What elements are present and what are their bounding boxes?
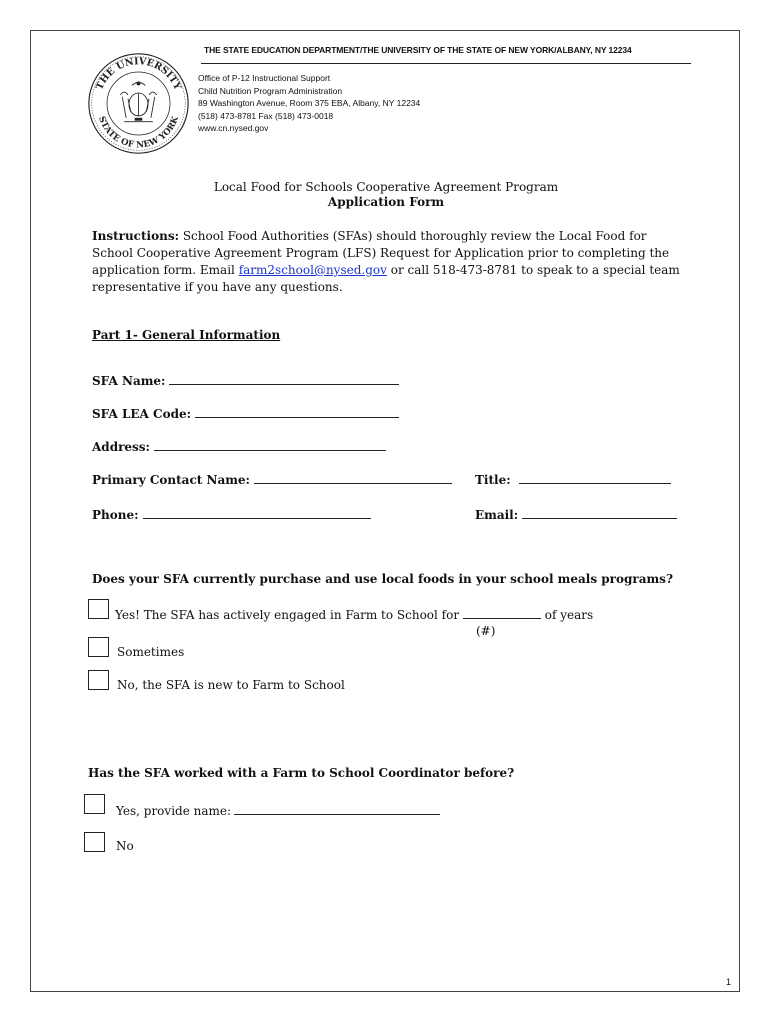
checkbox-coordinator-no[interactable]	[84, 832, 105, 852]
office-line: Child Nutrition Program Administration	[198, 85, 343, 96]
instructions-text-end: or call 518-473-8781 to speak to a special team representative if you have any questions.	[92, 263, 680, 294]
option-coordinator-no: No	[116, 839, 134, 853]
form-title: Application Form	[327, 195, 445, 209]
option-sometimes: Sometimes	[117, 645, 185, 659]
years-hint: (#)	[476, 624, 496, 638]
instructions-paragraph	[92, 228, 687, 296]
office-line: (518) 473-8781 Fax (518) 473-0018	[198, 110, 334, 121]
option-yes-farm-to-school	[115, 607, 593, 622]
sfa-name-label: SFA Name:	[92, 374, 166, 388]
sfa-lea-code-field[interactable]	[92, 406, 399, 421]
sfa-name-field[interactable]	[92, 373, 399, 388]
address-line[interactable]	[154, 439, 386, 451]
option-yes-suffix: of years	[544, 608, 594, 622]
svg-text:THE UNIVERSITY: THE UNIVERSITY	[94, 56, 183, 92]
primary-contact-line[interactable]	[254, 472, 452, 484]
instructions-label: Instructions:	[92, 229, 180, 243]
part1-heading: Part 1- General Information	[92, 328, 281, 342]
sfa-lea-code-label: SFA LEA Code:	[92, 407, 192, 421]
phone-field[interactable]	[92, 507, 371, 522]
option-no-new: No, the SFA is new to Farm to School	[117, 678, 345, 692]
office-line: 89 Washington Avenue, Room 375 EBA, Albany, NY 12234	[198, 98, 421, 109]
coordinator-name-blank[interactable]	[234, 803, 440, 815]
document-page	[30, 30, 740, 992]
address-label: Address:	[92, 440, 150, 454]
checkbox-yes-farm-to-school[interactable]	[88, 599, 109, 619]
email-line[interactable]	[522, 507, 677, 519]
email-field[interactable]	[475, 507, 677, 522]
office-address-block	[198, 72, 420, 135]
address-field[interactable]	[92, 439, 386, 454]
sfa-name-line[interactable]	[169, 373, 399, 385]
title-label: Title:	[475, 473, 511, 487]
nys-seal-icon	[86, 51, 191, 156]
email-label: Email:	[475, 508, 519, 522]
svg-text:STATE OF NEW YORK: STATE OF NEW YORK	[96, 115, 181, 151]
sfa-lea-code-line[interactable]	[195, 406, 399, 418]
question-local-foods: Does your SFA currently purchase and use local foods in your school meals programs?	[92, 572, 673, 586]
checkbox-coordinator-yes[interactable]	[84, 794, 105, 814]
checkbox-no-new[interactable]	[88, 670, 109, 690]
header-divider	[201, 63, 691, 64]
question-coordinator: Has the SFA worked with a Farm to School Coordinator before?	[88, 766, 515, 780]
option-coordinator-yes	[116, 803, 440, 818]
phone-line[interactable]	[143, 507, 371, 519]
primary-contact-field[interactable]	[92, 472, 452, 487]
phone-label: Phone:	[92, 508, 139, 522]
instructions-text: School Food Authorities (SFAs) should thoroughly review the Local Food for School Cooperative Agreement Program (LFS) Request for Application prior to completing the application form. Email	[92, 229, 670, 277]
option-coordinator-yes-label: Yes, provide name:	[116, 804, 232, 818]
title-field[interactable]	[475, 472, 671, 487]
primary-contact-label: Primary Contact Name:	[92, 473, 250, 487]
office-line: Office of P-12 Instructional Support	[198, 73, 331, 83]
title-line[interactable]	[519, 472, 671, 484]
agency-header: THE STATE EDUCATION DEPARTMENT/THE UNIVERSITY OF THE STATE OF NEW YORK/ALBANY, NY 12234	[204, 45, 632, 55]
checkbox-sometimes[interactable]	[88, 637, 109, 657]
program-title: Local Food for Schools Cooperative Agreement Program	[213, 180, 559, 194]
office-line: www.cn.nysed.gov	[198, 123, 269, 134]
years-blank[interactable]	[463, 607, 541, 619]
email-link[interactable]: farm2school@nysed.gov	[238, 263, 387, 277]
option-yes-label: Yes! The SFA has actively engaged in Farm to School for	[115, 608, 460, 622]
page-number: 1	[725, 977, 731, 987]
